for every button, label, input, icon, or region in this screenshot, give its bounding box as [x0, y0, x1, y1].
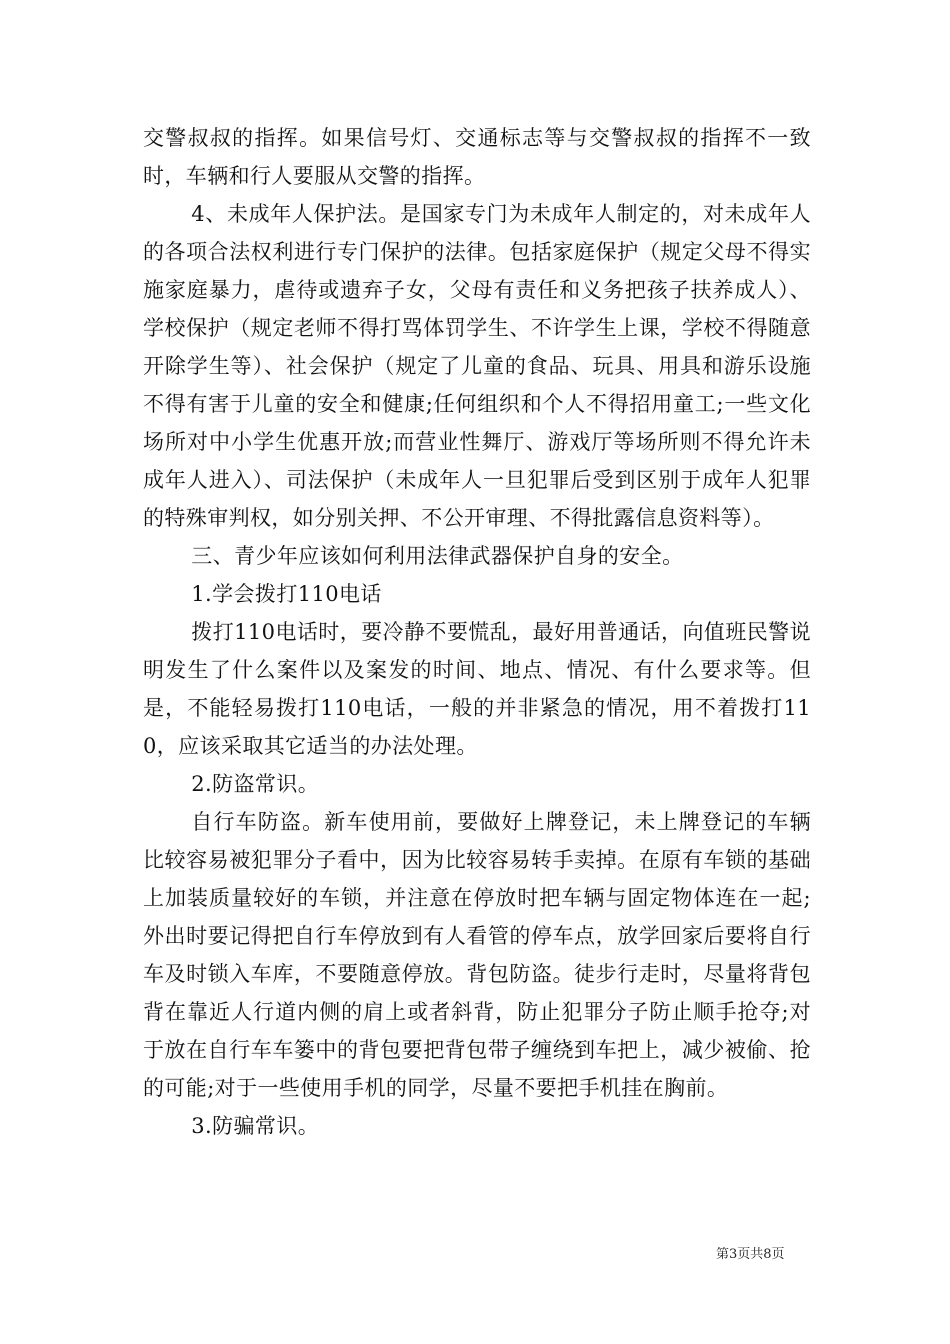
paragraph-anti-theft: 自行车防盗。新车使用前，要做好上牌登记，未上牌登记的车辆比较容易被犯罪分子看中，因为比较容易转手卖掉。在原有车锁的基础上加装质量较好的车锁，并注意在停放时把车辆与固定物体连在一起;外出时要记得把自行车停放到有人看管的停车点，放学回家后要将自行车及时锁入车库，不要随意停放。背包防盗。徒步行走时，尽量将背包背在靠近人行道内侧的肩上或者斜背，防止犯罪分子防止顺手抢夺;对于放在自行车车篓中的背包要把背包带子缠绕到车把上，减少被偷、抢的可能;对于一些使用手机的同学，尽量不要把手机挂在胸前。 [143, 810, 811, 1100]
paragraph-minor-protection-law: 4、未成年人保护法。是国家专门为未成年人制定的，对未成年人的各项合法权利进行专门保护的法律。包括家庭保护（规定父母不得实施家庭暴力，虐待或遗弃子女，父母有责任和义务把孩子扶养成人）、学校保护（规定老师不得打骂体罚学生、不许学生上课，学校不得随意开除学生等）、社会保护（规定了儿童的食品、玩具、用具和游乐设施不得有害于儿童的安全和健康;任何组织和个人不得招用童工;一些文化场所对中小学生优惠开放;而营业性舞厅、游戏厅等场所则不得允许未成年人进入）、司法保护（未成年人一旦犯罪后受到区别于成年人犯罪的特殊审判权，如分别关押、不公开审理、不得批露信息资料等）。 [143, 202, 811, 530]
subheading-anti-fraud: 3.防骗常识。 [191, 1114, 320, 1138]
document-body [143, 119, 811, 1145]
subheading-call-110: 1.学会拨打110电话 [191, 582, 382, 606]
page-number: 第3页共8页 [716, 1247, 785, 1262]
paragraph-call-110: 拨打110电话时，要冷静不要慌乱，最好用普通话，向值班民警说明发生了什么案件以及案发的时间、地点、情况、有什么要求等。但是，不能轻易拨打110电话，一般的并非紧急的情况，用不着拨打110，应该采取其它适当的办法处理。 [143, 620, 811, 758]
paragraph-continuation: 交警叔叔的指挥。如果信号灯、交通标志等与交警叔叔的指挥不一致时，车辆和行人要服从交警的指挥。 [143, 126, 811, 188]
subheading-anti-theft: 2.防盗常识。 [191, 772, 320, 796]
section-heading-self-protection: 三、青少年应该如何利用法律武器保护自身的安全。 [191, 544, 684, 568]
